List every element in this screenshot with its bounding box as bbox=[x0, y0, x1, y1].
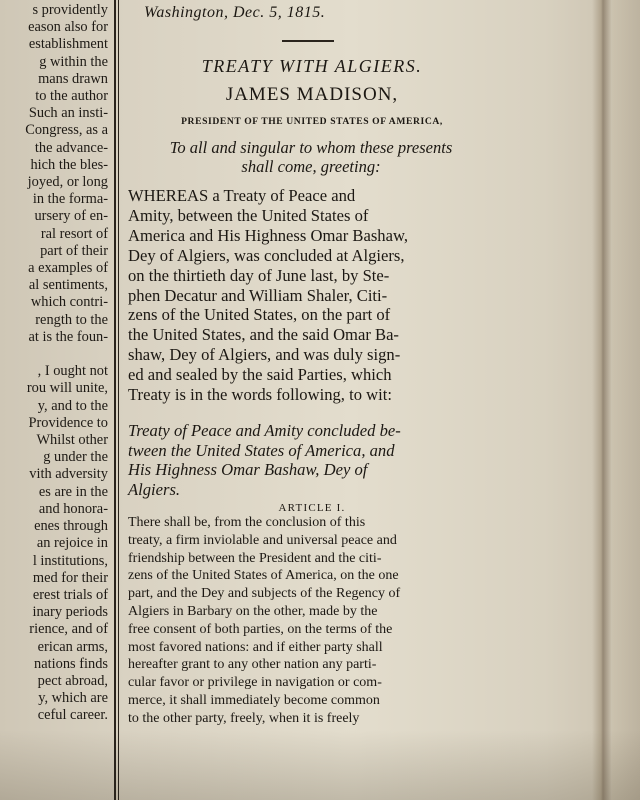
page-fold-shadow bbox=[592, 0, 612, 800]
page-edge bbox=[612, 0, 640, 800]
article-line: treaty, a firm inviolable and universal peace and bbox=[128, 532, 397, 548]
left-column-line: Congress, as a bbox=[25, 122, 108, 139]
greeting-line: shall come, greeting: bbox=[241, 157, 381, 176]
left-column-line: erican arms, bbox=[37, 638, 108, 655]
article-line: most favored nations: and if either party shall bbox=[128, 639, 383, 655]
left-column-line: med for their bbox=[32, 569, 108, 586]
left-column-line: Providence to bbox=[28, 414, 108, 431]
whereas-line: Treaty is in the words following, to wit: bbox=[128, 385, 392, 405]
left-column-line: enes through bbox=[34, 518, 108, 535]
left-column-line: ceful career. bbox=[37, 707, 108, 724]
left-column-line: joyed, or long bbox=[27, 174, 108, 191]
left-column-text bbox=[0, 0, 112, 800]
left-column-line: erest trials of bbox=[32, 586, 108, 603]
whereas-line: WHEREAS a Treaty of Peace and bbox=[128, 186, 356, 205]
left-column-line: y, which are bbox=[38, 690, 108, 707]
whereas-line: zens of the United States, on the part of bbox=[128, 305, 391, 325]
article-line: Algiers in Barbary on the other, made by the bbox=[128, 603, 378, 619]
article-line: friendship between the President and the citi- bbox=[128, 550, 382, 566]
article-title: TREATY WITH ALGIERS. bbox=[201, 56, 423, 76]
left-column-line: l institutions, bbox=[32, 552, 108, 569]
whereas-line: the United States, and the said Omar Ba- bbox=[128, 325, 399, 345]
left-column-line: al sentiments, bbox=[28, 277, 108, 294]
left-column-line: ral resort of bbox=[40, 225, 108, 242]
left-column-line: the advance- bbox=[34, 139, 108, 156]
whereas-paragraph bbox=[128, 186, 504, 405]
left-column-line: part of their bbox=[40, 242, 108, 259]
left-column-line: to the author bbox=[35, 88, 108, 105]
left-column-line: vith adversity bbox=[29, 466, 108, 483]
column-rule-thin bbox=[118, 0, 119, 800]
whereas-line: America and His Highness Omar Bashaw, bbox=[128, 225, 409, 245]
left-column-line: hich the bles- bbox=[30, 156, 108, 173]
president-name: JAMES MADISON, bbox=[225, 84, 399, 105]
whereas-line: ed and sealed by the said Parties, which bbox=[128, 365, 392, 385]
whereas-line: Dey of Algiers, was concluded at Algiers, bbox=[128, 245, 405, 265]
left-column-line: ursery of en- bbox=[34, 208, 108, 225]
article-line: merce, it shall immediately become common bbox=[128, 692, 380, 708]
left-column-line: y, and to the bbox=[37, 397, 108, 414]
dateline: Washington, Dec. 5, 1815. bbox=[144, 4, 326, 21]
left-column-line: rou will unite, bbox=[26, 380, 108, 397]
column-rule bbox=[114, 0, 116, 800]
left-column-line bbox=[0, 346, 112, 363]
article-line: cular favor or privilege in navigation or com- bbox=[128, 675, 382, 691]
left-column-line: Such an insti- bbox=[28, 105, 108, 122]
whereas-line: phen Decatur and William Shaler, Citi- bbox=[128, 285, 388, 305]
separator-rule bbox=[282, 40, 334, 42]
left-column-line: a examples of bbox=[28, 260, 108, 277]
left-column-line: Whilst other bbox=[36, 432, 108, 449]
article-line: zens of the United States of America, on the one bbox=[128, 568, 399, 584]
left-column-line: establishment bbox=[28, 36, 108, 53]
left-column-line: and honora- bbox=[38, 500, 108, 517]
left-column-line: pect abroad, bbox=[37, 672, 108, 689]
left-column-line: rength to the bbox=[35, 311, 108, 328]
whereas-line: shaw, Dey of Algiers, and was duly sign- bbox=[128, 345, 401, 365]
left-column-line: nations finds bbox=[34, 655, 108, 672]
left-column-line: es are in the bbox=[38, 483, 108, 500]
left-column-line: inary periods bbox=[32, 604, 108, 621]
left-column-line: an rejoice in bbox=[36, 535, 108, 552]
left-column-line: mans drawn bbox=[38, 70, 108, 87]
article-line: There shall be, from the conclusion of this bbox=[128, 515, 366, 530]
treaty-title-line: tween the United States of America, and bbox=[128, 440, 395, 460]
treaty-title-line: Treaty of Peace and Amity concluded be- bbox=[128, 421, 401, 440]
article-line: free consent of both parties, on the terms of the bbox=[128, 621, 393, 637]
greeting bbox=[128, 138, 494, 176]
left-column-line: g under the bbox=[43, 449, 108, 466]
left-column-line: at is the foun- bbox=[28, 328, 108, 345]
treaty-title-line: His Highness Omar Bashaw, Dey of bbox=[128, 460, 368, 480]
treaty-title-line: Algiers. bbox=[128, 479, 181, 499]
article-line: part, and the Dey and subjects of the Regency of bbox=[128, 586, 401, 602]
left-column-line: rience, and of bbox=[29, 621, 108, 638]
left-column-line: , I ought not bbox=[37, 363, 108, 380]
left-column-line: g within the bbox=[39, 53, 108, 70]
article-line: to the other party, freely, when it is freely bbox=[128, 710, 360, 726]
left-column-line: s providently bbox=[32, 2, 108, 18]
president-office: PRESIDENT OF THE UNITED STATES OF AMERICA, bbox=[181, 116, 443, 127]
article-heading: ARTICLE I. bbox=[278, 502, 346, 514]
treaty-title bbox=[128, 421, 504, 499]
left-column-line: eason also for bbox=[28, 19, 108, 36]
left-column-line: which contri- bbox=[30, 294, 108, 311]
left-column-line: in the forma- bbox=[32, 191, 108, 208]
whereas-line: on the thirtieth day of June last, by Ste- bbox=[128, 265, 390, 285]
whereas-line: Amity, between the United States of bbox=[128, 205, 369, 225]
article-one-text bbox=[128, 514, 504, 728]
article-line: hereafter grant to any other nation any parti- bbox=[128, 657, 377, 673]
greeting-line: To all and singular to whom these presents bbox=[169, 138, 453, 157]
